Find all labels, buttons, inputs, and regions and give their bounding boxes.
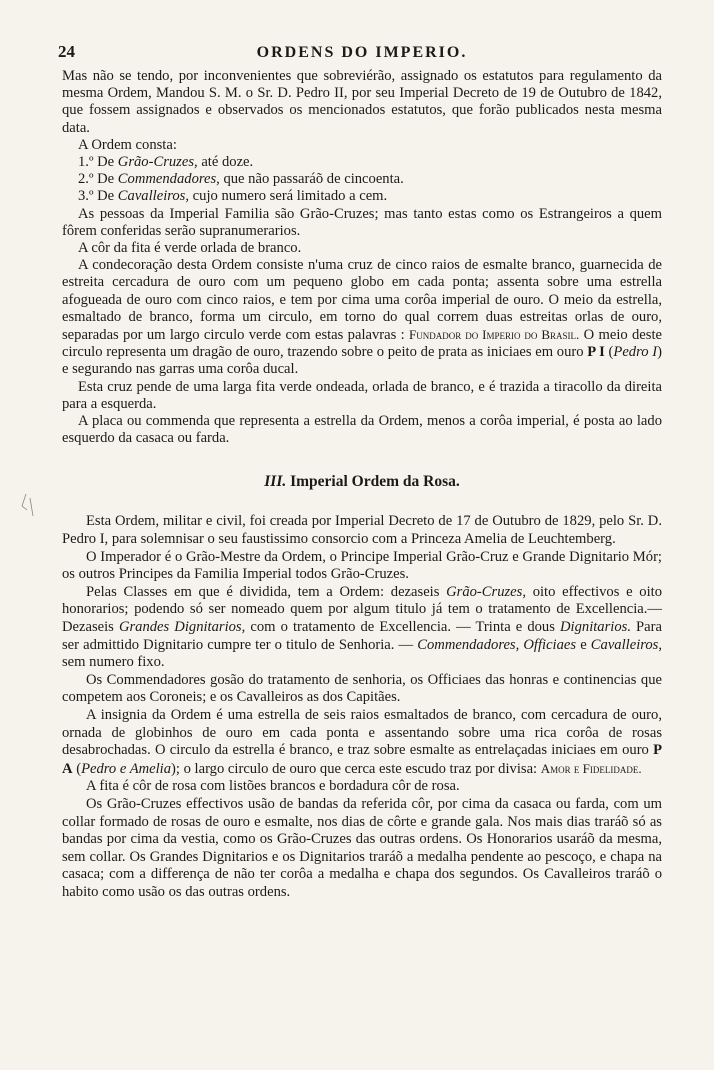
list-item: 3.º De Cavalleiros, cujo numero será limitado a cem. <box>78 188 388 205</box>
paragraph: O Imperador é o Grão-Mestre da Ordem, o Principe Imperial Grão-Cruz e Grande Dignitario Mór; os outros Principes da Familia Imperial todos Grão-Cruzes. <box>62 548 662 583</box>
paragraph: Mas não se tendo, por inconvenientes que sobreviérão, assignado os estatutos para regulamento da mesma Ordem, Mandou S. M. o Sr. D. Pedro II, por seu Imperial Decreto de 19 de Outubro de 1842, que fossem assignados e observados os mencionados estatutos, que forão publicados nesta mesma data. <box>62 68 662 136</box>
section-title: Imperial Ordem da Rosa. <box>290 473 460 491</box>
paragraph: A placa ou commenda que representa a estrella da Ordem, menos a corôa imperial, é posta ao lado esquerdo da casaca ou farda. <box>62 413 662 447</box>
paragraph: Os Grão-Cruzes effectivos usão de bandas da referida côr, por cima da casaca ou farda, com um collar formado de rosas de ouro e esmalte, nos dias de côrte e grande gala. Nos mais dias traráõ só as bandas por cima da vestia, como os Grão-Cruzes das outras ordens. Os Honorarios usaráõ da mesma, sem collar. Os Grandes Dignitarios e os Dignitarios traráõ a medalha pendente ao pescoço, e chapa na casaca; com a differença de não ter corôa a medalha e chapa dos segundos. Os Cavalleiros traráõ o habito como usão os das outras ordens. <box>62 795 662 900</box>
section-iii-body <box>62 513 662 901</box>
margin-pencil-mark <box>18 492 38 522</box>
section-ii-continuation <box>62 68 662 447</box>
paragraph: A Ordem consta: <box>78 136 177 153</box>
paragraph: Esta Ordem, militar e civil, foi creada por Imperial Decreto de 17 de Outubro de 1829, pelo Sr. D. Pedro I, para solemnisar o seu faustissimo consorcio com a Princeza Amelia de Leuchtemberg. <box>62 513 662 548</box>
list-item: 1.º De Grão-Cruzes, até doze. <box>78 154 254 171</box>
paragraph: A condecoração desta Ordem consiste n'uma cruz de cinco raios de esmalte branco, guarnecida de estreita cercadura de ouro com um pequeno globo em cada ponta; assenta sobre uma estrella afogueada de ouro com cinco raios, e tem por cima uma corôa imperial de ouro. O meio da estrella, esmaltado de branco, forma um circulo, em torno do qual correm duas estreitas orlas de ouro, separadas por um largo circulo verde com estas palavras : Fundador do Imperio do Brasil. O meio deste circulo representa um dragão de ouro, trazendo sobre o peito de prata as iniciaes em ouro P I (Pedro I) e segurando nas garras uma corôa ducal. <box>62 257 662 378</box>
list-item: 2.º De Commendadores, que não passaráõ de cincoenta. <box>78 171 404 188</box>
paragraph: Esta cruz pende de uma larga fita verde ondeada, orlada de branco, e é trazida a tiracollo da direita para a esquerda. <box>62 378 662 412</box>
paragraph: A côr da fita é verde orlada de branco. <box>78 240 302 257</box>
paragraph: Os Commendadores gosão do tratamento de senhoria, os Officiaes das honras e continencias que competem aos Coroneis; e os Cavalleiros as dos Capitães. <box>62 671 662 706</box>
paragraph: A insignia da Ordem é uma estrella de seis raios esmaltados de branco, com cercadura de ouro, ornada de globinhos de ouro em cada ponta e assentando sobre uma rica corôa de rosas desabrochadas. O circulo da estrella é branco, e traz sobre esmalte as entrelaçadas iniciaes em ouro P A (Pedro e Amelia); o largo circulo de ouro que cerca este escudo traz por divisa: Amor e Fidelidade. <box>62 707 662 777</box>
section-heading <box>62 473 662 491</box>
paragraph: A fita é côr de rosa com listões brancos e bordadura côr de rosa. <box>86 778 460 795</box>
paragraph: Pelas Classes em que é dividida, tem a Ordem: dezaseis Grão-Cruzes, oito effectivos e oito honorarios; podendo só ser nomeado quem por algum titulo já tem o tratamento de Excellencia.— Dezaseis Grandes Dignitarios, com o tratamento de Excellencia. — Trinta e dous Dignitarios. Para ser admittido Dignitario cumpre ter o titulo de Senhoria. — Commendadores, Officiaes e Cavalleiros, sem numero fixo. <box>62 583 663 671</box>
paragraph: As pessoas da Imperial Familia são Grão-Cruzes; mas tanto estas como os Estrangeiros a quem fôrem conferidas serão supranumerarios. <box>62 205 662 239</box>
page-number: 24 <box>58 42 75 61</box>
running-head: ORDENS DO IMPERIO. <box>256 44 468 61</box>
section-number: III. <box>264 473 287 491</box>
page-header <box>58 42 662 68</box>
